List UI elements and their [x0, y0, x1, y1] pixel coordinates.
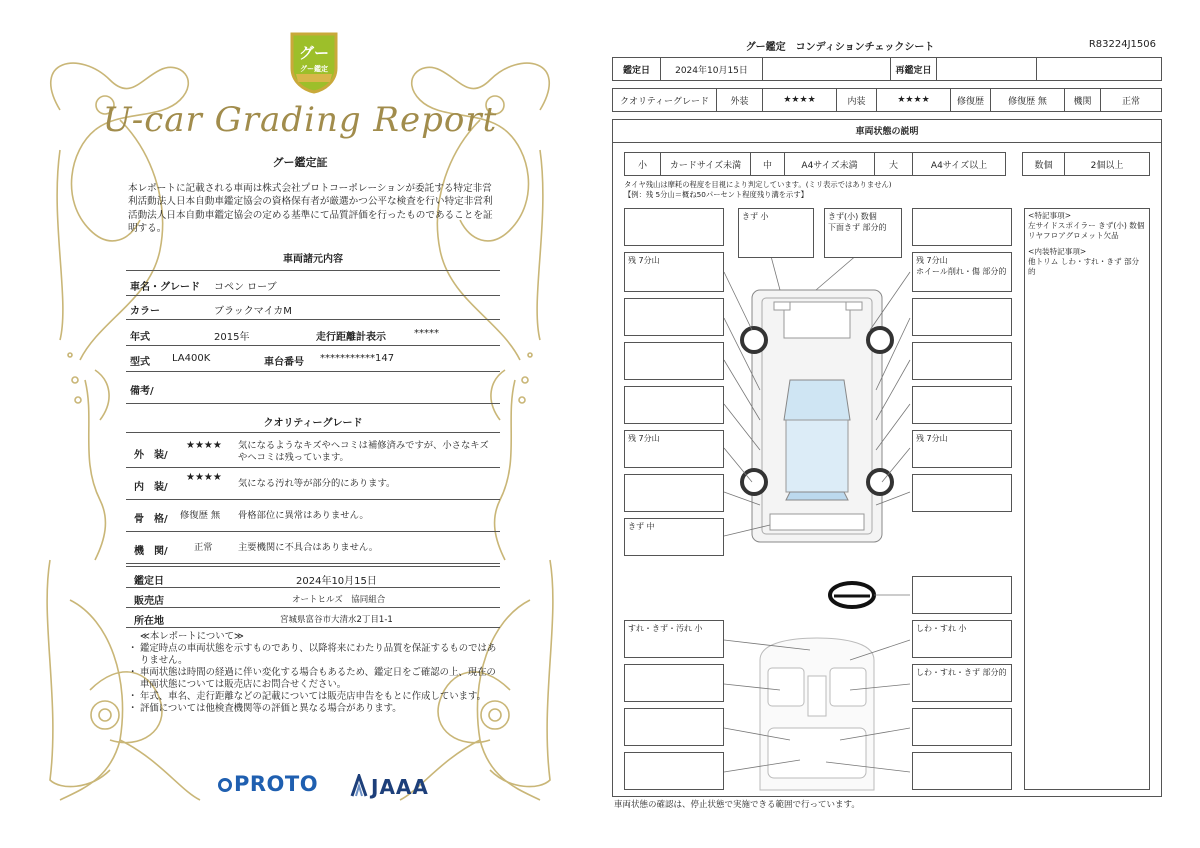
damage-box-top-right: きず(小) 数個 下面きず 部分的: [824, 208, 902, 258]
size-small-label: 小: [625, 153, 661, 175]
quality-row-exterior: [126, 434, 500, 468]
chassis-label: 車台番号: [264, 357, 304, 368]
exterior-label: 外 装/: [134, 450, 168, 461]
frame-value: 修復歴 無: [180, 510, 221, 521]
damage-box-right-7: [912, 474, 1012, 512]
exterior-stars: ★★★★: [186, 440, 222, 451]
year-label: 年式: [130, 332, 150, 343]
damage-box-right-3: [912, 298, 1012, 336]
quality-top-rule: [126, 432, 500, 433]
damage-box-int-mid-right: しわ・すれ・きず 部分的: [912, 664, 1012, 702]
section-title: 車両状態の説明: [612, 119, 1162, 143]
note-item: ・ 評価については他検査機関等の評価と異なる場合があります。: [128, 703, 500, 715]
exterior-text: 気になるようなキズやヘコミは補修済みですが、小さなキズやヘコミは残っています。: [238, 440, 489, 463]
date-label: 鑑定日: [134, 576, 164, 587]
damage-box-rear-left: きず 中: [624, 518, 724, 556]
repair-label: 修復歴: [951, 89, 991, 111]
engine-label: 機 関/: [134, 546, 168, 557]
damage-box-int-left-2: [624, 664, 724, 702]
engine-text: 主要機関に不具合はありません。: [238, 542, 379, 553]
info-row-date: [126, 566, 500, 588]
damage-box-rr-tire: 残 7分山: [912, 430, 1012, 468]
damage-box-int-left-4: [624, 752, 724, 790]
special-text-1: 左サイドスポイラー きず(小) 数個 リヤフロアグロメット欠品: [1028, 221, 1145, 240]
certificate-title: グー鑑定証: [272, 156, 328, 169]
date-label: 鑑定日: [613, 58, 661, 80]
size-large-desc: A4サイズ以上: [930, 160, 988, 171]
name-value: コペン ローブ: [214, 282, 277, 293]
notes-title: ≪本レポートについて≫: [140, 631, 244, 642]
color-value: ブラックマイカM: [214, 306, 292, 317]
name-label: 車名・グレード: [130, 282, 200, 293]
address-value: 宮城県富谷市大清水2丁目1-1: [280, 615, 393, 625]
frame-text: 骨格部位に異常はありません。: [238, 510, 369, 521]
ext-stars: ★★★★: [763, 89, 837, 111]
color-label: カラー: [130, 306, 160, 317]
jaaa-mark-icon: [350, 774, 368, 798]
date-value: 2024年10月15日: [661, 58, 763, 80]
spec-row-remarks: [126, 372, 500, 404]
ext-label: 外装: [717, 89, 763, 111]
damage-box-rl-tire: 残 7分山: [624, 430, 724, 468]
damage-box-int-right-4: [912, 752, 1012, 790]
damage-box-int-front-right: しわ・すれ 小: [912, 620, 1012, 658]
info-row-dealer: [126, 588, 500, 608]
damage-box-left-7: [624, 474, 724, 512]
jaaa-logo-text: JAAA: [371, 775, 429, 799]
engine-label: 機関: [1065, 89, 1101, 111]
spec-top-rule: [126, 270, 500, 271]
size-large-label: 大: [875, 153, 913, 175]
damage-box-top-mid: きず 小: [738, 208, 814, 258]
model-value: LA400K: [172, 353, 211, 364]
info-row-address: [126, 608, 500, 628]
special-notes-panel: [1024, 208, 1150, 790]
count-desc: 2個以上: [1090, 160, 1124, 171]
note-item: ・ 年式、車名、走行距離などの記載については販売店申告をもとに作成しています。: [128, 691, 500, 703]
quality-row-engine: [126, 532, 500, 564]
damage-box-right-4: [912, 342, 1012, 380]
spec-title: 車両諸元内容: [283, 254, 343, 265]
damage-box-left-1: [624, 208, 724, 246]
remarks-label: 備考/: [130, 386, 154, 397]
damage-box-int-left-3: [624, 708, 724, 746]
spec-row-model: [126, 346, 500, 372]
year-value: 2015年: [214, 332, 250, 343]
note-item: ・ 鑑定時点の車両状態を示すものであり、以降将来にわたり品質を保証するものではありません。: [128, 643, 500, 667]
damage-box-fl-tire: 残 7分山: [624, 252, 724, 292]
spec-row-year: [126, 320, 500, 346]
proto-mark-icon: [218, 778, 232, 792]
chassis-value: ***********147: [320, 353, 395, 364]
damage-box-steering: [912, 576, 1012, 614]
int-label: 内装: [837, 89, 877, 111]
quality-row-interior: [126, 468, 500, 500]
spec-row-color: [126, 296, 500, 320]
dealer-value: オートヒルズ 協同組合: [292, 595, 386, 605]
sheet-title: グー鑑定 コンディションチェックシート: [745, 42, 935, 53]
interior-text: 気になる汚れ等が部分的にあります。: [238, 478, 396, 489]
quality-title: クオリティーグレード: [263, 418, 363, 429]
svg-text:グー: グー: [298, 44, 330, 62]
special-title-2: <内装特記事項>: [1028, 247, 1087, 256]
damage-box-right-5: [912, 386, 1012, 424]
address-label: 所在地: [134, 616, 164, 627]
damage-box-left-3: [624, 298, 724, 336]
redate-label: 再鑑定日: [891, 58, 937, 80]
dealer-label: 販売店: [134, 596, 164, 607]
interior-label: 内 装/: [134, 482, 168, 493]
model-label: 型式: [130, 357, 150, 368]
note-item: ・ 車両状態は時間の経過に伴い変化する場合もあるため、鑑定日をご確認の上、現在の車両状態については販売店にお問合せください。: [128, 667, 500, 691]
interior-stars: ★★★★: [186, 472, 222, 483]
damage-box-right-1: [912, 208, 1012, 246]
special-text-2: 他トリム しわ・すれ・きず 部分的: [1028, 257, 1140, 276]
frame-label: 骨 格/: [134, 514, 168, 525]
proto-logo-text: PROTO: [234, 772, 319, 796]
count-label: 数個: [1023, 153, 1065, 175]
jaaa-logo: [350, 774, 429, 799]
int-stars: ★★★★: [877, 89, 951, 111]
size-mid-label: 中: [751, 153, 785, 175]
tire-note-line-2: 【例：残 5分山＝概ね50パーセント程度残り溝を示す】: [624, 190, 808, 199]
qg-label: クオリティーグレード: [613, 89, 717, 111]
quality-row-frame: [126, 500, 500, 532]
damage-box-left-5: [624, 386, 724, 424]
mileage-label: 走行距離計表示: [316, 332, 386, 343]
script-title: U-car Grading Report: [102, 100, 498, 140]
size-small-desc: カードサイズ未満: [661, 153, 751, 175]
mileage-value: *****: [414, 328, 439, 339]
sheet-footer: 車両状態の確認は、停止状態で実施できる範囲で行っています。: [614, 800, 860, 810]
report-notes: [128, 631, 500, 715]
special-title-1: <特記事項>: [1028, 211, 1072, 220]
damage-box-fr-tire: 残 7分山 ホイール削れ・傷 部分的: [912, 252, 1012, 292]
repair-value: 修復歴 無: [991, 89, 1065, 111]
condition-check-sheet: [600, 0, 1200, 848]
tire-note-line-1: タイヤ残山は摩耗の程度を目視により判定しています。(ミリ表示ではありません): [624, 180, 892, 189]
goo-badge-logo: [286, 30, 342, 94]
size-mid-desc: A4サイズ未満: [785, 153, 875, 175]
sheet-id: R83224J1506: [1088, 39, 1156, 50]
damage-box-int-right-3: [912, 708, 1012, 746]
damage-box-int-front-left: すれ・きず・汚れ 小: [624, 620, 724, 658]
engine-value: 正常: [194, 542, 213, 553]
engine-value: 正常: [1121, 96, 1140, 107]
date-value: 2024年10月15日: [296, 576, 377, 587]
proto-logo: [218, 772, 318, 796]
certificate-body: 本レポートに記載される車両は株式会社プロトコーポレーションが委託する特定非営利活動法人日本自動車鑑定協会の資格保有者が厳選かつ公平な検査を行い特定非営利活動法人日本自動車鑑定協会の定める基準にて品質評価を行ったものであることを証明する。: [128, 183, 493, 234]
spec-row-name: [126, 272, 500, 296]
damage-box-left-4: [624, 342, 724, 380]
badge-text: グー鑑定: [300, 65, 328, 73]
